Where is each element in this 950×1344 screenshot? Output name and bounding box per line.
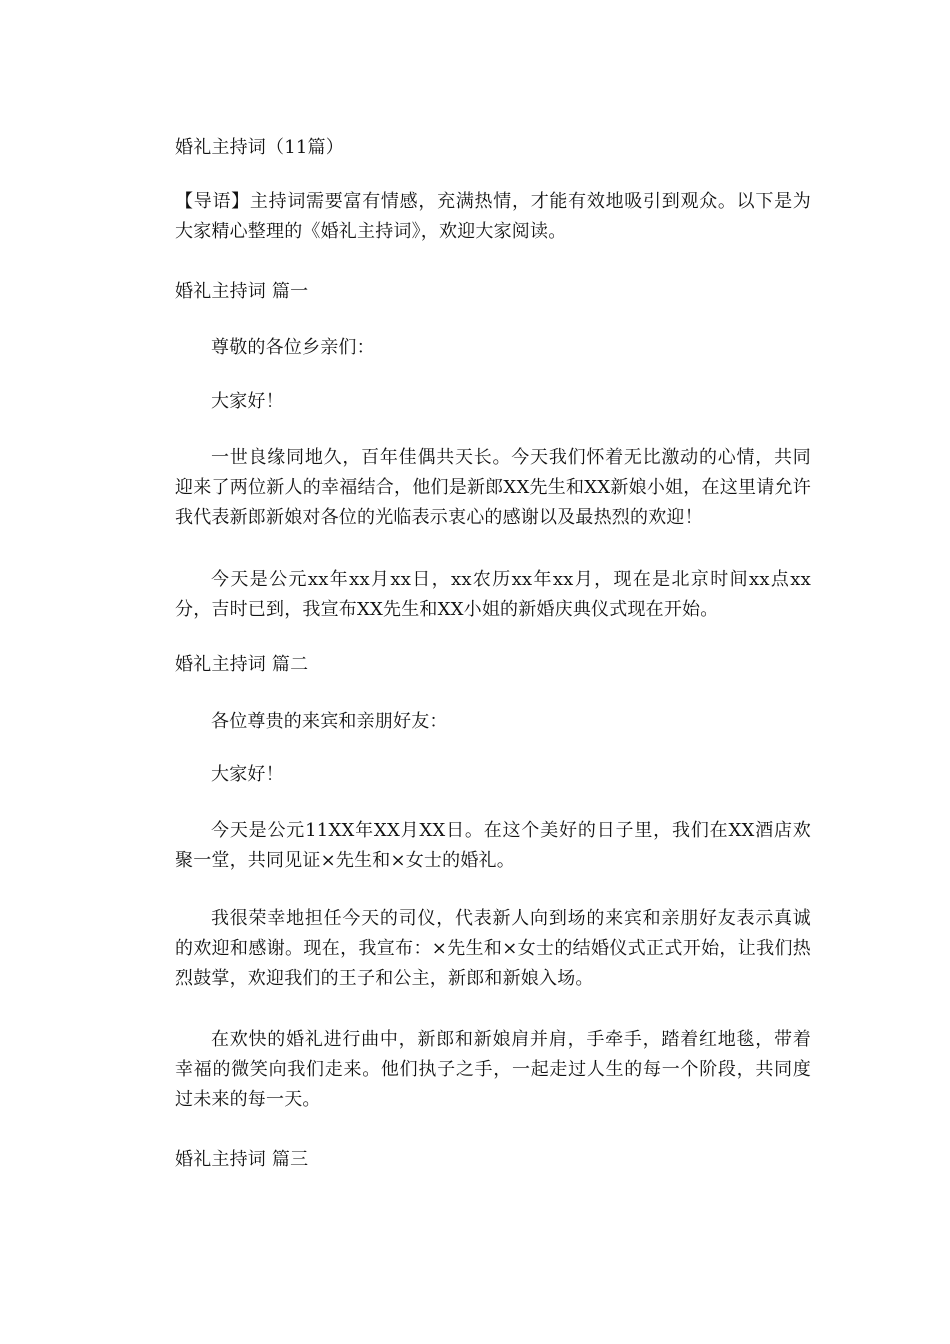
intro-paragraph: 【导语】主持词需要富有情感，充满热情，才能有效地吸引到观众。以下是为大家精心整理的《婚礼主持词》，欢迎大家阅读。: [175, 191, 811, 242]
section1-paragraph-3: 一世良缘同地久，百年佳偶共天长。今天我们怀着无比激动的心情，共同迎来了两位新人的幸福结合，他们是新郎XX先生和XX新娘小姐，在这里请允许我代表新郎新娘对各位的光临表示衷心的感谢以及最热烈的欢迎！: [175, 447, 811, 528]
section1-paragraph-4: 今天是公元xx年xx月xx日，xx农历xx年xx月，现在是北京时间xx点xx分，吉时已到，我宣布XX先生和XX小姐的新婚庆典仪式现在开始。: [175, 569, 811, 620]
section-heading-1: 婚礼主持词 篇一: [175, 281, 309, 302]
section2-paragraph-3: 今天是公元11XX年XX月XX日。在这个美好的日子里，我们在XX酒店欢聚一堂，共同见证×先生和×女士的婚礼。: [175, 820, 811, 871]
section2-paragraph-5: 在欢快的婚礼进行曲中，新郎和新娘肩并肩，手牵手，踏着红地毯，带着幸福的微笑向我们走来。他们执子之手，一起走过人生的每一个阶段，共同度过未来的每一天。: [175, 1029, 811, 1110]
section1-paragraph-2: 大家好！: [211, 391, 284, 412]
section2-paragraph-4: 我很荣幸地担任今天的司仪，代表新人向到场的来宾和亲朋好友表示真诚的欢迎和感谢。现在，我宣布：×先生和×女士的结婚仪式正式开始，让我们热烈鼓掌，欢迎我们的王子和公主，新郎和新娘入场。: [175, 908, 811, 989]
section-heading-3: 婚礼主持词 篇三: [175, 1149, 309, 1170]
section-heading-2: 婚礼主持词 篇二: [175, 654, 309, 675]
section1-paragraph-1: 尊敬的各位乡亲们：: [211, 337, 375, 358]
section2-paragraph-2: 大家好！: [211, 764, 284, 785]
document-title: 婚礼主持词（11篇）: [175, 137, 344, 158]
section2-paragraph-1: 各位尊贵的来宾和亲朋好友：: [211, 711, 448, 732]
